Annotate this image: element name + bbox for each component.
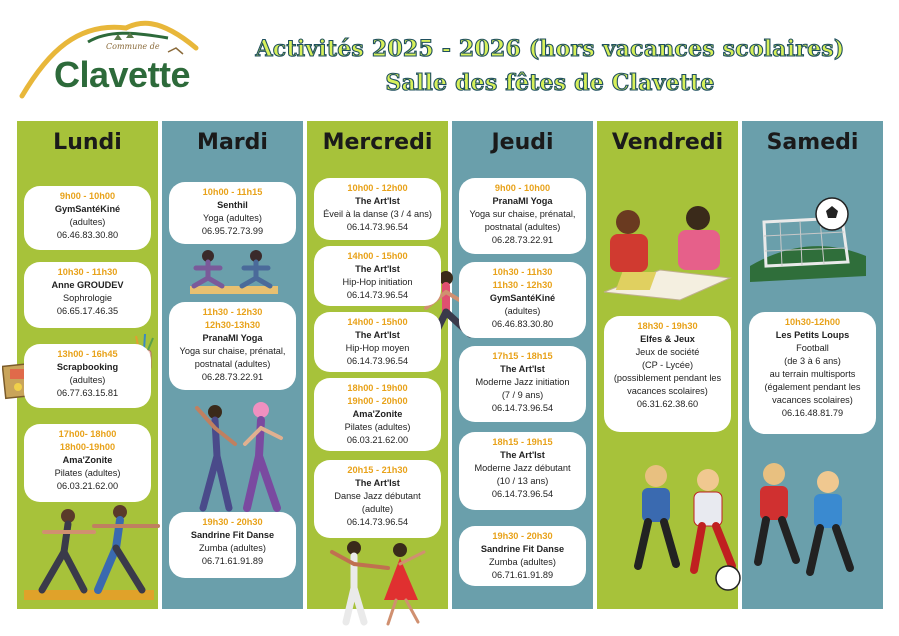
activity-detail: (adultes) — [69, 217, 106, 227]
activity-card — [169, 302, 296, 390]
activity-name: Ama'Zonite — [62, 455, 113, 465]
activity-phone: 06.46.83.30.80 — [56, 230, 119, 240]
activity-detail: Danse Jazz débutant — [334, 491, 421, 501]
activity-name: Elfes & Jeux — [640, 334, 695, 344]
activity-name: The Art'Ist — [355, 264, 400, 274]
activity-card — [24, 344, 151, 408]
activity-name: GymSantéKiné — [489, 293, 556, 303]
yoga-couple-icon — [24, 490, 164, 610]
activity-detail: au terrain multisports — [769, 369, 856, 379]
activity-card — [314, 378, 441, 451]
activity-phone: 06.46.83.30.80 — [491, 319, 554, 329]
activity-detail: Moderne Jazz débutant — [474, 463, 571, 473]
activity-detail: (10 / 13 ans) — [496, 476, 549, 486]
activity-name: Sandrine Fit Danse — [480, 544, 565, 554]
activity-detail: Pilates (adultes) — [344, 422, 411, 432]
activity-phone: 06.71.61.91.89 — [201, 556, 264, 566]
activity-card — [459, 262, 586, 338]
day-heading: Mercredi — [322, 130, 433, 155]
activity-card — [24, 424, 151, 502]
activity-detail: vacances scolaires) — [627, 386, 708, 396]
activity-name: The Art'Ist — [355, 330, 400, 340]
activity-time: 19h30 - 20h30 — [492, 531, 553, 541]
activity-detail: (également pendant les — [764, 382, 861, 392]
activity-card — [604, 316, 731, 432]
zumba-dancers-icon — [185, 398, 295, 518]
activity-detail: Yoga sur chaise, prénatal, — [469, 209, 576, 219]
activity-detail: postnatal (adultes) — [484, 222, 561, 232]
activity-phone: 06.16.48.81.79 — [781, 408, 844, 418]
activity-phone: 06.14.73.96.54 — [491, 403, 554, 413]
page-subtitle: Salle des fêtes de Clavette — [385, 70, 715, 96]
activity-detail: (possiblement pendant les — [613, 373, 722, 383]
activity-name: The Art'Ist — [355, 478, 400, 488]
activity-detail: (CP - Lycée) — [641, 360, 694, 370]
activity-name: The Art'Ist — [500, 364, 545, 374]
activity-card — [749, 312, 876, 434]
activity-name: Senthil — [217, 200, 248, 210]
activity-name: GymSantéKiné — [54, 204, 121, 214]
activity-card — [314, 178, 441, 240]
activity-detail: vacances scolaires) — [772, 395, 853, 405]
kids-football-icon — [624, 456, 860, 596]
activity-detail: Éveil à la danse (3 / 4 ans) — [323, 209, 432, 219]
activity-card — [459, 178, 586, 254]
activity-card — [459, 432, 586, 510]
activity-time: 18h00-19h00 — [59, 442, 116, 452]
activity-name: Les Petits Loups — [775, 330, 850, 340]
activity-time: 18h30 - 19h30 — [637, 321, 698, 331]
activity-phone: 06.03.21.62.00 — [346, 435, 409, 445]
activity-phone: 06.14.73.96.54 — [491, 489, 554, 499]
activity-time: 20h15 - 21h30 — [347, 465, 408, 475]
activity-time: 9h00 - 10h00 — [494, 183, 551, 193]
activity-detail: Pilates (adultes) — [54, 468, 121, 478]
day-heading: Lundi — [53, 130, 122, 155]
activity-phone: 06.14.73.96.54 — [346, 290, 409, 300]
activity-phone: 06.28.73.22.91 — [201, 372, 264, 382]
activity-phone: 06.03.21.62.00 — [56, 481, 119, 491]
activity-time: 10h30 - 11h30 — [492, 267, 553, 277]
activity-name: Scrapbooking — [56, 362, 119, 372]
activity-time: 10h30 - 11h30 — [57, 267, 118, 277]
activity-card — [459, 526, 586, 586]
day-heading: Jeudi — [491, 130, 554, 155]
activity-phone: 06.65.17.46.35 — [56, 306, 119, 316]
activity-detail: Moderne Jazz initiation — [475, 377, 570, 387]
activity-phone: 06.95.72.73.99 — [201, 226, 264, 236]
activity-card — [314, 312, 441, 372]
activity-detail: Football — [796, 343, 829, 353]
activity-phone: 06.77.63.15.81 — [56, 388, 119, 398]
activity-detail: (adultes) — [69, 375, 106, 385]
activity-card — [169, 512, 296, 578]
activity-time: 11h30 - 12h30 — [202, 307, 263, 317]
activity-detail: (adultes) — [504, 306, 541, 316]
activity-detail: Yoga (adultes) — [203, 213, 262, 223]
activity-detail: postnatal (adultes) — [194, 359, 271, 369]
activity-name: PranaMI Yoga — [202, 333, 263, 343]
activity-name: The Art'Ist — [500, 450, 545, 460]
activity-card — [24, 262, 151, 328]
logo-name: Clavette — [54, 54, 191, 95]
activity-time: 18h15 - 19h15 — [492, 437, 553, 447]
activity-time: 13h00 - 16h45 — [57, 349, 118, 359]
activity-name: Anne GROUDEV — [51, 280, 124, 290]
activity-phone: 06.28.73.22.91 — [491, 235, 554, 245]
activity-phone: 06.71.61.91.89 — [491, 570, 554, 580]
activity-detail: Yoga sur chaise, prénatal, — [179, 346, 286, 356]
activity-detail: (7 / 9 ans) — [501, 390, 544, 400]
activity-time: 11h30 - 12h30 — [492, 280, 553, 290]
activity-time: 10h00 - 11h15 — [202, 187, 263, 197]
activity-card — [169, 182, 296, 244]
activity-card — [459, 346, 586, 422]
activity-detail: Zumba (adultes) — [199, 543, 266, 553]
activity-phone: 06.31.62.38.60 — [636, 399, 699, 409]
activity-detail: Zumba (adultes) — [489, 557, 556, 567]
activity-time: 17h15 - 18h15 — [492, 351, 553, 361]
activity-card — [314, 246, 441, 306]
activity-time: 18h00 - 19h00 — [347, 383, 408, 393]
activity-detail: Hip-Hop initiation — [342, 277, 413, 287]
activity-detail: Sophrologie — [62, 293, 113, 303]
activity-time: 9h00 - 10h00 — [59, 191, 116, 201]
activity-card — [314, 460, 441, 538]
logo-subtitle: Commune de — [106, 42, 160, 51]
soccer-goal-icon — [750, 196, 866, 286]
dance-couple-icon — [318, 538, 438, 626]
board-game-kids-icon — [600, 196, 734, 302]
activity-time: 14h00 - 15h00 — [347, 251, 408, 261]
activity-name: PranaMI Yoga — [492, 196, 553, 206]
activity-phone: 06.14.73.96.54 — [346, 517, 409, 527]
activity-detail: (adulte) — [361, 504, 394, 514]
day-heading: Mardi — [197, 130, 268, 155]
activity-name: Ama'Zonite — [352, 409, 403, 419]
meditation-group-icon — [184, 242, 284, 298]
activity-card — [24, 186, 151, 250]
activity-name: The Art'Ist — [355, 196, 400, 206]
day-heading: Samedi — [766, 130, 859, 155]
day-heading: Vendredi — [611, 130, 724, 155]
activity-name: Sandrine Fit Danse — [190, 530, 275, 540]
commune-logo — [18, 12, 208, 104]
activity-time: 19h30 - 20h30 — [202, 517, 263, 527]
activity-time: 12h30-13h30 — [204, 320, 261, 330]
activity-detail: Hip-Hop moyen — [345, 343, 410, 353]
activity-time: 19h00 - 20h00 — [347, 396, 408, 406]
activity-phone: 06.14.73.96.54 — [346, 356, 409, 366]
activity-time: 14h00 - 15h00 — [347, 317, 408, 327]
activity-phone: 06.14.73.96.54 — [346, 222, 409, 232]
activity-time: 10h30-12h00 — [784, 317, 841, 327]
activity-time: 10h00 - 12h00 — [347, 183, 408, 193]
activity-time: 17h00- 18h00 — [58, 429, 117, 439]
activity-detail: (de 3 à 6 ans) — [784, 356, 841, 366]
activity-detail: Jeux de société — [635, 347, 700, 357]
page-title: Activités 2025 - 2026 (hors vacances scolaires) — [255, 36, 845, 62]
